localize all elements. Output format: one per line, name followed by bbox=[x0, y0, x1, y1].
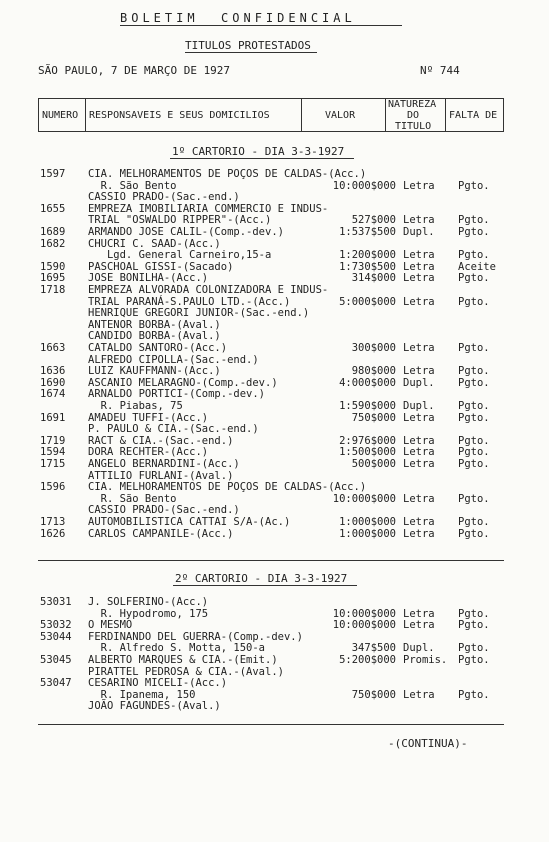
row-responsavel: TRIAL "OSWALDO RIPPER"-(Acc.) bbox=[88, 214, 272, 227]
row-responsavel: JOSE BONILHA-(Acc.) bbox=[88, 272, 209, 285]
row-responsavel: ASCANIO MELARAGNO-(Comp.-dev.) bbox=[88, 376, 278, 389]
row-valor: 10:000$000 bbox=[332, 607, 396, 620]
row-falta: Pgto. bbox=[458, 516, 490, 528]
row-responsavel: R. Alfredo S. Motta, 150-a bbox=[88, 642, 266, 655]
row-natureza: Dupl. bbox=[403, 400, 435, 412]
table-row bbox=[0, 330, 549, 342]
row-falta: Pgto. bbox=[458, 342, 490, 354]
row-falta: Pgto. bbox=[458, 619, 490, 632]
row-natureza: Letra bbox=[403, 249, 435, 262]
row-number: 1674 bbox=[40, 388, 66, 401]
table-row bbox=[0, 203, 549, 215]
row-valor: 10:000$000 bbox=[332, 179, 396, 192]
table-row bbox=[0, 504, 549, 516]
row-responsavel: Lgd. General Carneiro,15-a bbox=[88, 249, 272, 262]
row-number: 1655 bbox=[40, 202, 66, 215]
row-valor: 1:500$000 bbox=[339, 446, 396, 459]
header-responsaveis: RESPONSAVEIS E SEUS DOMICILIOS bbox=[89, 110, 270, 121]
table-row bbox=[0, 168, 549, 180]
section-heading-2: 2º CARTORIO - DIA 3-3-1927 bbox=[175, 572, 348, 585]
row-valor: 1:000$000 bbox=[339, 516, 396, 528]
column-divider bbox=[85, 99, 86, 131]
row-falta: Pgto. bbox=[458, 642, 490, 655]
row-responsavel: FERDINANDO DEL GUERRA-(Comp.-dev.) bbox=[88, 630, 303, 643]
table-row bbox=[0, 631, 549, 643]
row-valor: 500$000 bbox=[351, 458, 396, 470]
row-responsavel: O MESMO bbox=[88, 619, 133, 632]
subtitle-underline bbox=[185, 52, 317, 53]
table-header bbox=[38, 98, 504, 132]
table-row bbox=[0, 700, 549, 712]
row-responsavel: EMPREZA ALVORADA COLONIZADORA E INDUS- bbox=[88, 284, 329, 296]
row-number: 1715 bbox=[40, 458, 66, 470]
header-natureza: NATUREZA bbox=[388, 99, 437, 110]
row-falta: Pgto. bbox=[458, 376, 490, 389]
row-responsavel: ANTENOR BORBA-(Aval.) bbox=[88, 318, 221, 331]
table-row bbox=[0, 400, 549, 412]
row-responsavel: ANGELO BERNARDINI-(Acc.) bbox=[88, 458, 240, 470]
row-responsavel: AUTOMOBILISTICA CATTAI S/A-(Ac.) bbox=[88, 516, 291, 528]
row-responsavel: ARMANDO JOSE CALIL-(Comp.-dev.) bbox=[88, 226, 284, 238]
row-falta: Pgto. bbox=[458, 249, 490, 262]
row-falta: Pgto. bbox=[458, 400, 490, 412]
page-title: BOLETIM CONFIDENCIAL bbox=[120, 11, 356, 25]
row-falta: Pgto. bbox=[458, 458, 490, 470]
row-number: 1663 bbox=[40, 342, 66, 354]
table-row bbox=[0, 261, 549, 273]
row-natureza: Letra bbox=[403, 411, 435, 424]
row-falta: Pgto. bbox=[458, 214, 490, 227]
row-natureza: Letra bbox=[403, 527, 435, 540]
row-natureza: Letra bbox=[403, 434, 435, 447]
row-valor: 300$000 bbox=[351, 342, 396, 354]
table-row bbox=[0, 677, 549, 689]
row-natureza: Dupl. bbox=[403, 376, 435, 389]
table-row bbox=[0, 435, 549, 447]
header-falta-de: FALTA DE bbox=[449, 110, 498, 121]
row-responsavel: ATTILIO FURLANI-(Aval.) bbox=[88, 469, 234, 482]
row-falta: Pgto. bbox=[458, 434, 490, 447]
row-responsavel: AMADEU TUFFI-(Acc.) bbox=[88, 411, 209, 424]
row-falta: Pgto. bbox=[458, 446, 490, 459]
row-falta: Pgto. bbox=[458, 411, 490, 424]
row-number: 1689 bbox=[40, 226, 66, 238]
table-row bbox=[0, 596, 549, 608]
row-number: 53032 bbox=[40, 619, 72, 632]
row-responsavel: R. Ipanema, 150 bbox=[88, 688, 196, 701]
bulletin-number: Nº 744 bbox=[420, 64, 460, 77]
row-falta: Pgto. bbox=[458, 295, 490, 308]
table-row bbox=[0, 689, 549, 701]
row-responsavel: CASSIO PRADO-(Sac.-end.) bbox=[88, 191, 240, 204]
table-row bbox=[0, 272, 549, 284]
row-responsavel: ALFREDO CIPOLLA-(Sac.-end.) bbox=[88, 353, 259, 366]
table-row bbox=[0, 516, 549, 528]
row-responsavel: CATALDO SANTORO-(Acc.) bbox=[88, 342, 228, 354]
table-row bbox=[0, 319, 549, 331]
section-divider bbox=[38, 724, 504, 725]
row-natureza: Letra bbox=[403, 516, 435, 528]
table-row bbox=[0, 388, 549, 400]
row-responsavel: CIA. MELHORAMENTOS DE POÇOS DE CALDAS-(Acc.) bbox=[88, 168, 367, 180]
section-heading-underline bbox=[173, 585, 357, 586]
row-natureza: Letra bbox=[403, 295, 435, 308]
row-number: 1597 bbox=[40, 168, 66, 180]
table-row bbox=[0, 423, 549, 435]
row-natureza: Letra bbox=[403, 260, 435, 273]
row-number: 1719 bbox=[40, 434, 66, 447]
column-divider bbox=[445, 99, 446, 131]
header-valor: VALOR bbox=[325, 110, 356, 121]
row-responsavel: PASCHOAL GISSI-(Sacado) bbox=[88, 260, 234, 273]
row-natureza: Letra bbox=[403, 214, 435, 227]
row-responsavel: J. SOLFERINO-(Acc.) bbox=[88, 596, 209, 608]
row-falta: Pgto. bbox=[458, 688, 490, 701]
row-number: 1590 bbox=[40, 260, 66, 273]
row-responsavel: RACT & CIA.-(Sac.-end.) bbox=[88, 434, 234, 447]
row-number: 1695 bbox=[40, 272, 66, 285]
row-number: 53031 bbox=[40, 596, 72, 608]
row-falta: Pgto. bbox=[458, 527, 490, 540]
row-valor: 4:000$000 bbox=[339, 376, 396, 389]
row-valor: 10:000$000 bbox=[332, 619, 396, 632]
row-natureza: Letra bbox=[403, 446, 435, 459]
table-row bbox=[0, 666, 549, 678]
row-falta: Pgto. bbox=[458, 272, 490, 285]
section-heading-1: 1º CARTORIO - DIA 3-3-1927 bbox=[172, 145, 345, 158]
row-responsavel: CESARINO MICELI-(Acc.) bbox=[88, 677, 228, 690]
row-number: 1713 bbox=[40, 516, 66, 528]
row-responsavel: ALBERTO MARQUES & CIA.-(Emit.) bbox=[88, 654, 278, 666]
row-valor: 314$000 bbox=[351, 272, 396, 285]
row-valor: 750$000 bbox=[351, 411, 396, 424]
row-valor: 2:976$000 bbox=[339, 434, 396, 447]
row-valor: 1:730$500 bbox=[339, 260, 396, 273]
row-natureza: Letra bbox=[403, 342, 435, 354]
row-falta: Pgto. bbox=[458, 607, 490, 620]
row-responsavel: CHUCRI C. SAAD-(Acc.) bbox=[88, 237, 221, 250]
date-line: SÃO PAULO, 7 DE MARÇO DE 1927 bbox=[38, 64, 231, 77]
row-valor: 980$000 bbox=[351, 365, 396, 378]
row-number: 1626 bbox=[40, 527, 66, 540]
row-falta: Pgto. bbox=[458, 654, 490, 666]
row-falta: Pgto. bbox=[458, 492, 490, 505]
table-row bbox=[0, 354, 549, 366]
table-row bbox=[0, 238, 549, 250]
row-responsavel: PIRATTEL PEDROSA & CIA.-(Aval.) bbox=[88, 665, 284, 678]
row-responsavel: CIA. MELHORAMENTOS DE POÇOS DE CALDAS-(Acc.) bbox=[88, 481, 367, 494]
row-responsavel: HENRIQUE GREGORI JUNIOR-(Sac.-end.) bbox=[88, 307, 310, 320]
row-falta: Pgto. bbox=[458, 179, 490, 192]
row-number: 1690 bbox=[40, 376, 66, 389]
row-responsavel: JOÃO FAGUNDES-(Aval.) bbox=[88, 700, 221, 713]
table-row bbox=[0, 619, 549, 631]
row-natureza: Letra bbox=[403, 607, 435, 620]
section-heading-underline bbox=[170, 158, 354, 159]
table-row bbox=[0, 377, 549, 389]
row-falta: Pgto. bbox=[458, 226, 490, 238]
page-subtitle: TITULOS PROTESTADOS bbox=[185, 39, 311, 52]
table-row bbox=[0, 226, 549, 238]
row-responsavel: LUIZ KAUFFMANN-(Acc.) bbox=[88, 365, 221, 378]
row-valor: 750$000 bbox=[351, 688, 396, 701]
table-row bbox=[0, 307, 549, 319]
row-valor: 5:200$000 bbox=[339, 654, 396, 666]
row-responsavel: CARLOS CAMPANILE-(Acc.) bbox=[88, 527, 234, 540]
row-natureza: Letra bbox=[403, 619, 435, 632]
table-row bbox=[0, 284, 549, 296]
table-row bbox=[0, 642, 549, 654]
row-natureza: Dupl. bbox=[403, 226, 435, 238]
row-responsavel: R. São Bento bbox=[88, 179, 177, 192]
table-row bbox=[0, 528, 549, 540]
table-row bbox=[0, 654, 549, 666]
table-row bbox=[0, 249, 549, 261]
table-row bbox=[0, 191, 549, 203]
row-responsavel: R. Piabas, 75 bbox=[88, 400, 183, 412]
row-natureza: Letra bbox=[403, 492, 435, 505]
table-row bbox=[0, 180, 549, 192]
row-valor: 1:537$500 bbox=[339, 226, 396, 238]
row-responsavel: CANDIDO BORBA-(Aval.) bbox=[88, 330, 221, 343]
row-natureza: Letra bbox=[403, 179, 435, 192]
row-valor: 1:590$000 bbox=[339, 400, 396, 412]
table-row bbox=[0, 296, 549, 308]
row-number: 53047 bbox=[40, 677, 72, 690]
section-divider bbox=[38, 560, 504, 561]
row-responsavel: TRIAL PARANÁ-S.PAULO LTD.-(Acc.) bbox=[88, 295, 291, 308]
table-row bbox=[0, 214, 549, 226]
row-number: 1718 bbox=[40, 284, 66, 296]
table-row bbox=[0, 470, 549, 482]
row-responsavel: R. Hypodromo, 175 bbox=[88, 607, 209, 620]
header-numero: NUMERO bbox=[42, 110, 79, 121]
table-row bbox=[0, 412, 549, 424]
row-valor: 5:000$000 bbox=[339, 295, 396, 308]
title-underline bbox=[120, 25, 402, 26]
row-natureza: Letra bbox=[403, 688, 435, 701]
row-natureza: Promis. bbox=[403, 654, 448, 666]
row-valor: 1:000$000 bbox=[339, 527, 396, 540]
row-responsavel: DORA RECHTER-(Acc.) bbox=[88, 446, 209, 459]
header-natureza-do: DO bbox=[407, 110, 420, 121]
row-responsavel: R. São Bento bbox=[88, 492, 177, 505]
row-responsavel: P. PAULO & CIA.-(Sac.-end.) bbox=[88, 423, 259, 436]
table-row bbox=[0, 365, 549, 377]
row-valor: 10:000$000 bbox=[332, 492, 396, 505]
column-divider bbox=[385, 99, 386, 131]
table-row bbox=[0, 446, 549, 458]
row-number: 1596 bbox=[40, 481, 66, 494]
row-responsavel: CASSIO PRADO-(Sac.-end.) bbox=[88, 504, 240, 517]
row-falta: Pgto. bbox=[458, 365, 490, 378]
continua-label: -(CONTINUA)- bbox=[388, 737, 468, 750]
table-row bbox=[0, 342, 549, 354]
column-divider bbox=[301, 99, 302, 131]
row-natureza: Dupl. bbox=[403, 642, 435, 655]
row-number: 53044 bbox=[40, 630, 72, 643]
table-row bbox=[0, 608, 549, 620]
row-number: 1594 bbox=[40, 446, 66, 459]
row-natureza: Letra bbox=[403, 365, 435, 378]
table-row bbox=[0, 493, 549, 505]
row-natureza: Letra bbox=[403, 272, 435, 285]
row-valor: 347$500 bbox=[351, 642, 396, 655]
row-falta: Aceite bbox=[458, 260, 496, 273]
row-valor: 1:200$000 bbox=[339, 249, 396, 262]
table-row bbox=[0, 481, 549, 493]
row-number: 53045 bbox=[40, 654, 72, 666]
row-responsavel: EMPREZA IMOBILIARIA COMMERCIO E INDUS- bbox=[88, 202, 329, 215]
row-number: 1691 bbox=[40, 411, 66, 424]
header-natureza-titulo: TITULO bbox=[395, 121, 432, 132]
row-valor: 527$000 bbox=[351, 214, 396, 227]
row-natureza: Letra bbox=[403, 458, 435, 470]
row-number: 1636 bbox=[40, 365, 66, 378]
table-row bbox=[0, 458, 549, 470]
row-number: 1682 bbox=[40, 237, 66, 250]
row-responsavel: ARNALDO PORTICI-(Comp.-dev.) bbox=[88, 388, 266, 401]
